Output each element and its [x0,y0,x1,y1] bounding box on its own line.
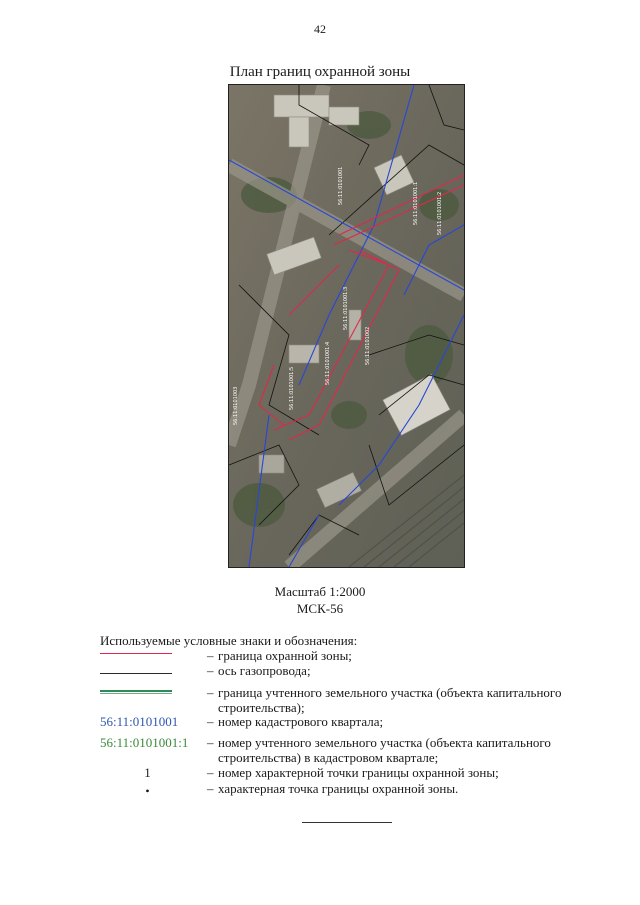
legend-dash: – [207,663,214,678]
legend-description: номер характерной точки границы охранной зоны; [218,765,499,780]
legend-description: характерная точка границы охранной зоны. [218,781,459,796]
legend-description: номер учтенного земельного участка (объекта капитального строительства) в кадастровом квартале; [218,735,551,765]
legend-description: граница охранной зоны; [218,648,352,663]
legend-dash: – [207,765,214,780]
map-label-parcel: 56:11:0101001:1 [413,181,419,225]
satellite-map [228,84,465,568]
map-label-parcel: 56:11:0101001:2 [437,191,443,235]
legend-dash: – [207,781,214,796]
map-label-quarter: 56:11:0101003 [233,386,239,425]
map-canvas [229,85,464,567]
quarter-number-sample: 56:11:0101001 [100,714,179,729]
map-scale [0,583,640,617]
legend-dash: – [207,648,214,663]
legend-description: граница учтенного земельного участка (объекта капитального строительства); [218,685,562,715]
legend-dash: – [207,714,214,729]
map-label-quarter: 56:11:0101001 [338,166,344,205]
map-label-parcel: 56:11:0101001:5 [289,366,295,410]
legend-description: ось газопровода; [218,663,311,678]
coordinate-system: МСК-56 [296,601,344,616]
legend-description: номер кадастрового квартала; [218,714,384,729]
map-label-parcel: 56:11:0101001:4 [325,341,331,385]
parcel-boundary-symbol [100,690,172,694]
scale-ratio: Масштаб 1:2000 [274,584,366,599]
page-number: 42 [314,22,326,36]
page-title: План границ охранной зоны [229,64,411,80]
map-label-parcel: 56:11:0101001:3 [343,286,349,330]
footer-separator [302,822,392,823]
parcel-number-sample: 56:11:0101001:1 [100,735,189,750]
legend-title: Используемые условные знаки и обозначения: [100,633,358,648]
gas-axis-symbol [100,673,172,674]
legend-dash: – [207,685,214,700]
legend-dash: – [207,735,214,750]
point-dot-icon: • [145,784,150,798]
zone-boundary-symbol [100,653,172,654]
map-label-quarter: 56:11:0101002 [365,326,371,365]
point-number-sample: 1 [144,765,151,780]
